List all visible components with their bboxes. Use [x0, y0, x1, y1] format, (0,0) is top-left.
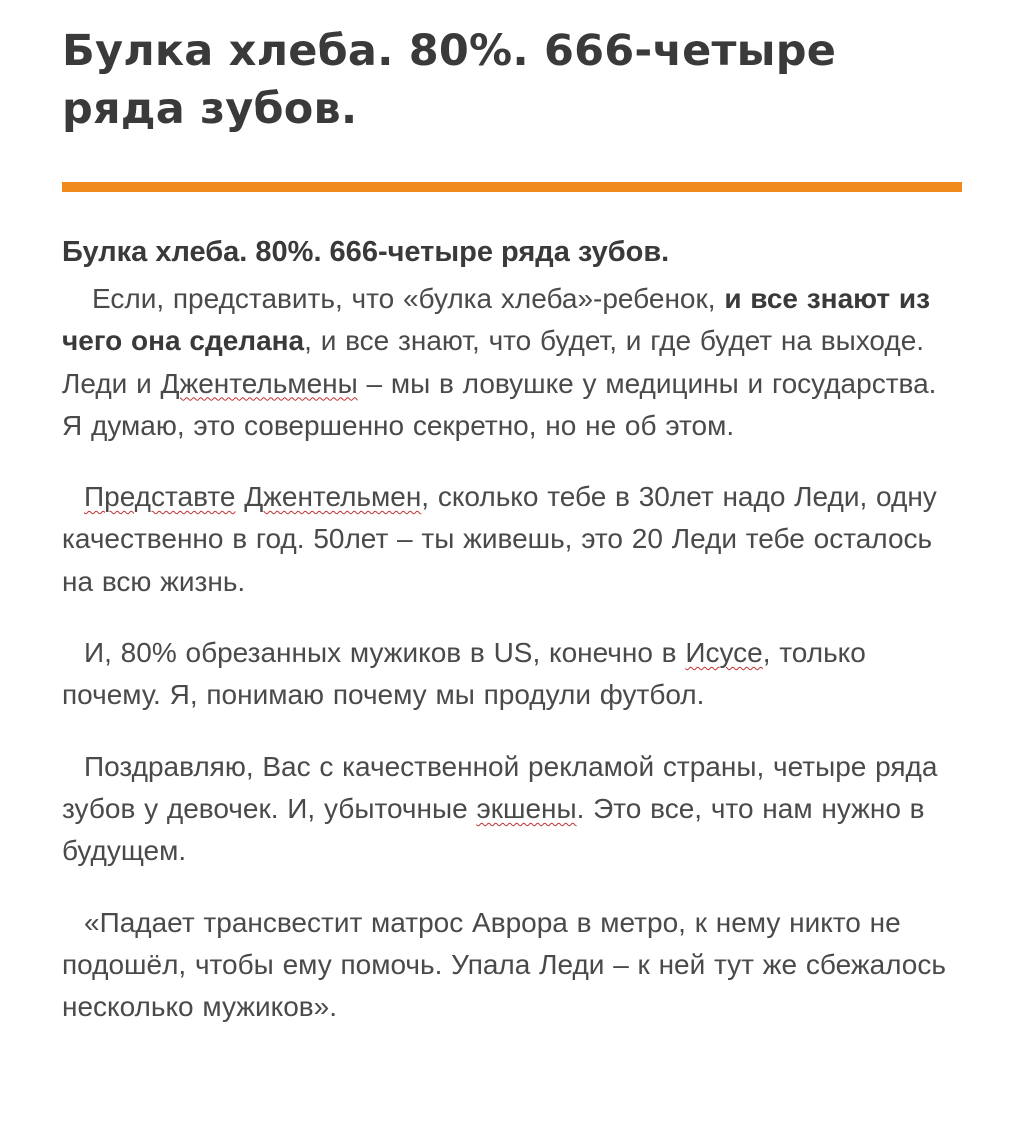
paragraph-2	[62, 476, 962, 603]
paragraph-1-text-b: , и все знают, что будет, и где будет на выходе. Леди и	[62, 325, 925, 399]
paragraph-2-space	[235, 481, 244, 512]
paragraph-3-text-a: И, 80% обрезанных мужиков в US, конечно в	[84, 637, 686, 669]
paragraph-4-text-a: Поздравляю, Вас с качественной рекламой страны, четыре ряда зубов у девочек. И, убыточные	[62, 750, 938, 824]
paragraph-3	[62, 632, 962, 717]
paragraph-4	[62, 746, 962, 873]
article-title: Булка хлеба. 80%. 666-четыре ряда зубов.	[62, 236, 670, 268]
page-title: Булка хлеба. 80%. 666-четыре ряда зубов.	[62, 26, 837, 134]
paragraph-4-text-b: . Это все, что нам нужно в будущем.	[62, 792, 925, 867]
paragraph-2-text: , сколько тебе в 30лет надо Леди, одну качественно в год. 50лет – ты живешь, это 20 Леди тебе осталось на всю жизнь.	[62, 481, 937, 597]
paragraph-1-text-a: Если, представить, что «булка хлеба»-ребенок,	[92, 283, 725, 314]
paragraph-1-text-c: – мы в ловушке у медицины и государства. Я думаю, это совершенно секретно, но не об этом.	[62, 367, 937, 441]
paragraph-1	[62, 278, 962, 447]
spellcheck-word: Джентельмены	[160, 367, 358, 399]
paragraph-5	[62, 902, 962, 1029]
paragraph-1-bold: и все знают из чего она сделана	[62, 283, 930, 357]
article-page	[62, 0, 962, 1028]
paragraph-5-text: «Падает трансвестит матрос Аврора в метро, к нему никто не подошёл, чтобы ему помочь. Упала Леди – к ней тут же сбежалось несколько мужиков».	[62, 906, 946, 1023]
spellcheck-word: экшены	[476, 792, 577, 824]
spellcheck-word: Представте	[84, 481, 236, 513]
orange-divider	[62, 182, 962, 192]
spellcheck-word: Исусе	[685, 637, 763, 669]
paragraph-3-text-b: , только почему. Я, понимаю почему мы продули футбол.	[62, 637, 866, 711]
spellcheck-word: Джентельмен	[244, 481, 422, 513]
